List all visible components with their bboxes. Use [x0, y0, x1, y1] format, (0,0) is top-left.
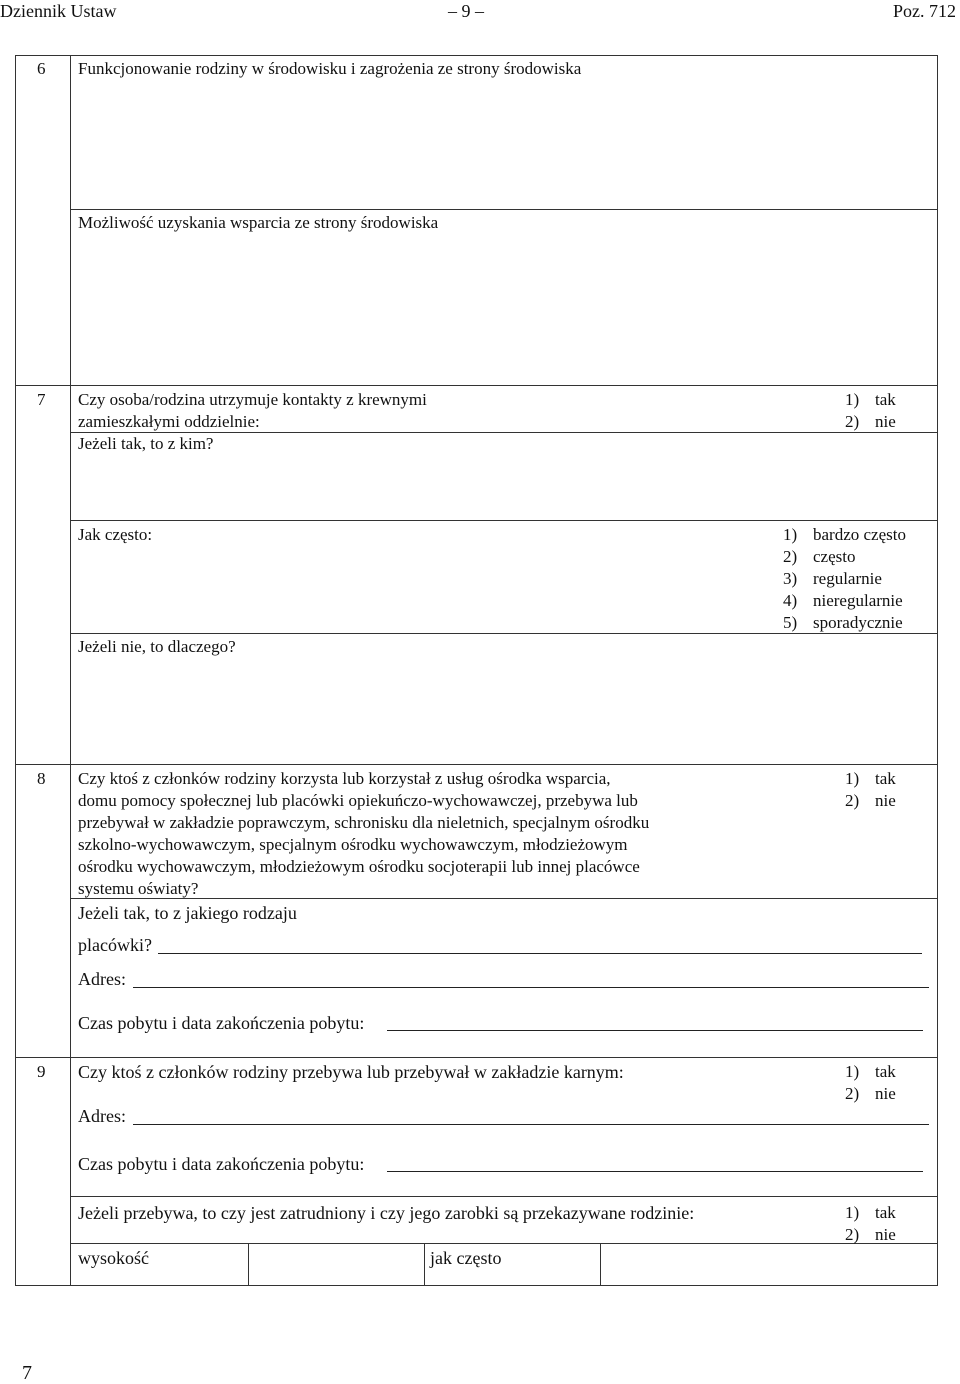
section-8-facility-field[interactable] — [158, 953, 922, 954]
section-9-employed-option-no[interactable]: 2) nie — [845, 1225, 896, 1244]
page-number: – 9 – — [448, 1, 484, 21]
section-6-support-label: Możliwość uzyskania wsparcia ze strony środowiska — [78, 213, 439, 232]
how-often-field[interactable] — [601, 1244, 936, 1284]
section-9-question: Czy ktoś z członków rodziny przebywa lub przebywał w zakładzie karnym: — [78, 1062, 624, 1082]
section-7-number: 7 — [37, 390, 46, 409]
amount-field[interactable] — [249, 1244, 423, 1284]
section-9-employed-question: Jeżeli przebywa, to czy jest zatrudniony i czy jego zarobki są przekazywane rodzinie: — [78, 1203, 695, 1223]
section-7-option-no[interactable]: 2) nie — [845, 412, 896, 431]
section-8-question-line: systemu oświaty? — [78, 879, 199, 898]
section-8-address-field[interactable] — [133, 987, 929, 988]
section-7-if-no-label: Jeżeli nie, to dlaczego? — [78, 637, 236, 656]
page-marker: 7 — [22, 1362, 32, 1384]
section-8-stay-field[interactable] — [387, 1030, 923, 1031]
section-6-title: Funkcjonowanie rodziny w środowisku i zagrożenia ze strony środowiska — [78, 59, 582, 78]
section-8-question-line: szkolno-wychowawczym, specjalnym ośrodku wychowawczym, młodzieżowym — [78, 835, 628, 854]
section-7-if-yes-label: Jeżeli tak, to z kim? — [78, 434, 214, 453]
section-7-option-yes[interactable]: 1) tak — [845, 390, 896, 409]
section-9-option-no[interactable]: 2) nie — [845, 1084, 896, 1103]
section-8-number: 8 — [37, 769, 46, 788]
frequency-option-regularly[interactable]: 3) regularnie — [783, 569, 882, 588]
frequency-option-sporadically[interactable]: 5) sporadycznie — [783, 613, 903, 632]
position-number: Poz. 712 — [893, 1, 956, 21]
section-8-question-line: domu pomocy społecznej lub placówki opiekuńczo-wychowawczej, przebywa lub — [78, 791, 638, 810]
section-9-stay-label: Czas pobytu i data zakończenia pobytu: — [78, 1154, 365, 1174]
section-7-question-line-2: zamieszkałymi oddzielnie: — [78, 412, 260, 431]
section-6-number: 6 — [37, 59, 46, 78]
section-9-stay-field[interactable] — [387, 1171, 923, 1172]
section-8-question-line: przebywał w zakładzie poprawczym, schronisku dla nieletnich, specjalnym ośrodku — [78, 813, 650, 832]
section-8-if-yes-label: Jeżeli tak, to z jakiego rodzaju — [78, 903, 297, 923]
section-9-address-label: Adres: — [78, 1106, 126, 1126]
frequency-option-very-often[interactable]: 1) bardzo często — [783, 525, 906, 544]
section-8-facility-label: placówki? — [78, 935, 152, 955]
section-8-stay-label: Czas pobytu i data zakończenia pobytu: — [78, 1013, 365, 1033]
section-9-employed-option-yes[interactable]: 1) tak — [845, 1203, 896, 1222]
section-9-number: 9 — [37, 1062, 46, 1081]
how-often-label: jak często — [430, 1248, 502, 1268]
section-7-question-line-1: Czy osoba/rodzina utrzymuje kontakty z krewnymi — [78, 390, 427, 409]
amount-label: wysokość — [78, 1248, 149, 1268]
section-9-option-yes[interactable]: 1) tak — [845, 1062, 896, 1081]
journal-title: Dziennik Ustaw — [0, 1, 117, 21]
section-8-address-label: Adres: — [78, 969, 126, 989]
frequency-option-irregularly[interactable]: 4) nieregularnie — [783, 591, 903, 610]
section-8-question-line: Czy ktoś z członków rodziny korzysta lub korzystał z usług ośrodka wsparcia, — [78, 769, 611, 788]
section-9-address-field[interactable] — [133, 1124, 929, 1125]
section-8-option-yes[interactable]: 1) tak — [845, 769, 896, 788]
section-7-how-often-label: Jak często: — [78, 525, 153, 544]
frequency-option-often[interactable]: 2) często — [783, 547, 856, 566]
section-8-question-line: ośrodku wychowawczym, młodzieżowym ośrodku socjoterapii lub innej placówce — [78, 857, 640, 876]
section-8-option-no[interactable]: 2) nie — [845, 791, 896, 810]
